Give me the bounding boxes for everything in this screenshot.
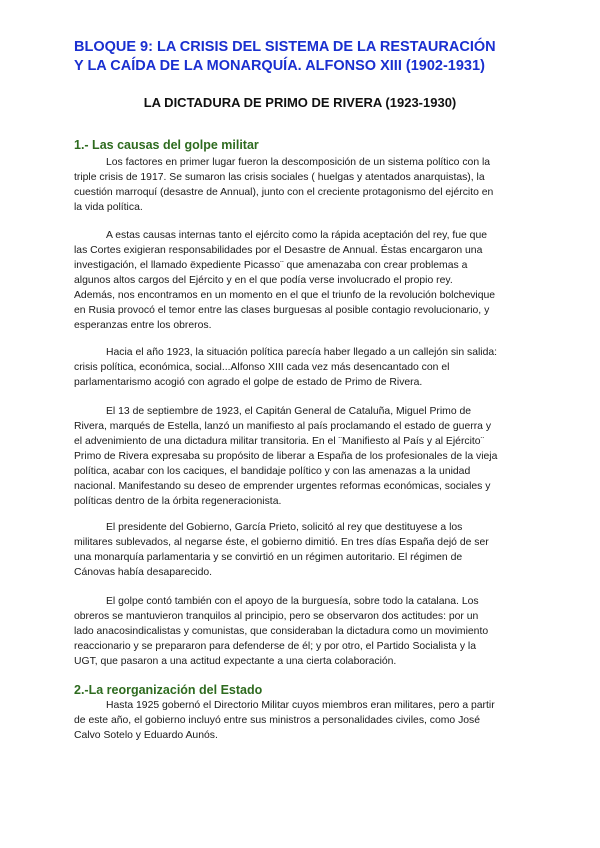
text-line: parlamentarismo acogió con agrado el golpe de estado de Primo de Rivera.	[74, 377, 423, 388]
text-line: UGT, que pasaron a una actitud expectante a una cierta colaboración.	[74, 656, 397, 667]
text-line: nacional. Manifestando su deseo de emprender urgentes reformas económicas, sociales y	[74, 481, 491, 492]
text-line: Cánovas había desaparecido.	[74, 567, 213, 578]
text-line: El presidente del Gobierno, García Prieto, solicitó al rey que destituyese a los	[106, 522, 463, 533]
section-heading-causes: 1.- Las causas del golpe militar	[74, 138, 259, 152]
text-line: Hacia el año 1923, la situación política parecía haber llegado a un callejón sin salida:	[106, 347, 498, 358]
text-line: obreros se mantuvieron tranquilos al principio, pero se observaron dos actitudes: por un	[74, 611, 479, 622]
text-line: El 13 de septiembre de 1923, el Capitán General de Cataluña, Miguel Primo de	[106, 406, 472, 417]
block-title-line: BLOQUE 9: LA CRISIS DEL SISTEMA DE LA RESTAURACIÓN	[74, 39, 496, 55]
text-line: reaccionario y se prepararon para defenderse de él; y por otro, el Partido Socialista y la	[74, 641, 476, 652]
text-line: en Rusia provocó el temor entre las clases burguesas al posible contagio revolucionario, y	[74, 305, 490, 316]
text-line: políticas dentro de la órbita regeneracionista.	[74, 496, 282, 507]
text-line: algunos altos cargos del Ejército y en el que podía verse involucrado el propio rey.	[74, 275, 453, 286]
text-line: lado anacosindicalistas y comunistas, que consideraban la dictadura como un movimiento	[74, 626, 489, 637]
text-line: Rivera, marqués de Estella, lanzó un manifiesto al país proclamando el estado de guerra y	[74, 421, 492, 432]
paragraph-5	[74, 520, 530, 580]
text-line: militares sublevados, al negarse éste, el gobierno dimitió. En tres días España dejó de ser	[74, 537, 489, 548]
text-line: El golpe contó también con el apoyo de la burguesía, sobre todo la catalana. Los	[106, 596, 479, 607]
paragraph-2	[74, 228, 530, 333]
section-heading-reorganization: 2.-La reorganización del Estado	[74, 683, 263, 697]
block-title	[74, 38, 534, 76]
text-line: las Cortes exigieran responsabilidades por el Desastre de Annual. Éstas encargaron una	[74, 245, 483, 256]
text-line: cuestión marroquí (desastre de Annual), junto con el creciente protagonismo del ejército en	[74, 187, 494, 198]
text-line: A estas causas internas tanto el ejército como la rápida aceptación del rey, fue que	[106, 230, 488, 241]
text-line: Primo de Rivera expresaba su propósito de liberar a España de los profesionales de la vieja	[74, 451, 498, 462]
text-line: esperanzas entre los obreros.	[74, 320, 212, 331]
text-line: Además, nos encontramos en un momento en el que el triunfo de la revolución bolchevique	[74, 290, 496, 301]
text-line: triple crisis de 1917. Se sumaron las crisis sociales ( huelgas y atentados anarquistas), la	[74, 172, 485, 183]
paragraph-1	[74, 155, 530, 215]
text-line: la vida política.	[74, 202, 143, 213]
text-line: Calvo Sotelo y Eduardo Aunós.	[74, 730, 218, 741]
paragraph-7	[74, 698, 530, 743]
paragraph-6	[74, 594, 530, 669]
page-subtitle: LA DICTADURA DE PRIMO DE RIVERA (1923-1930)	[143, 95, 457, 110]
text-line: crisis política, económica, social...Alfonso XIII cada vez más desencantado con el	[74, 362, 450, 373]
text-line: el advenimiento de una dictadura militar transitoria. En el ¨Manifiesto al País y al Ejército¨	[74, 436, 485, 447]
paragraph-4	[74, 404, 530, 509]
text-line: de este año, el gobierno incluyó entre sus ministros a personalidades civiles, como José	[74, 715, 481, 726]
paragraph-3	[74, 345, 530, 390]
text-line: una monarquía parlamentaria y se convirtió en un régimen autoritario. El régimen de	[74, 552, 463, 563]
text-line: investigación, el llamado ëxpediente Picasso¨ que amenazaba con crear problemas a	[74, 260, 468, 271]
block-title-line: Y LA CAÍDA DE LA MONARQUÍA. ALFONSO XIII (1902-1931)	[74, 58, 485, 74]
text-line: Los factores en primer lugar fueron la descomposición de un sistema político con la	[106, 157, 491, 168]
text-line: Hasta 1925 gobernó el Directorio Militar cuyos miembros eran militares, pero a partir	[106, 700, 495, 711]
text-line: política, acabar con los caciques, el bandidaje político y con las amenazas a la unidad	[74, 466, 471, 477]
